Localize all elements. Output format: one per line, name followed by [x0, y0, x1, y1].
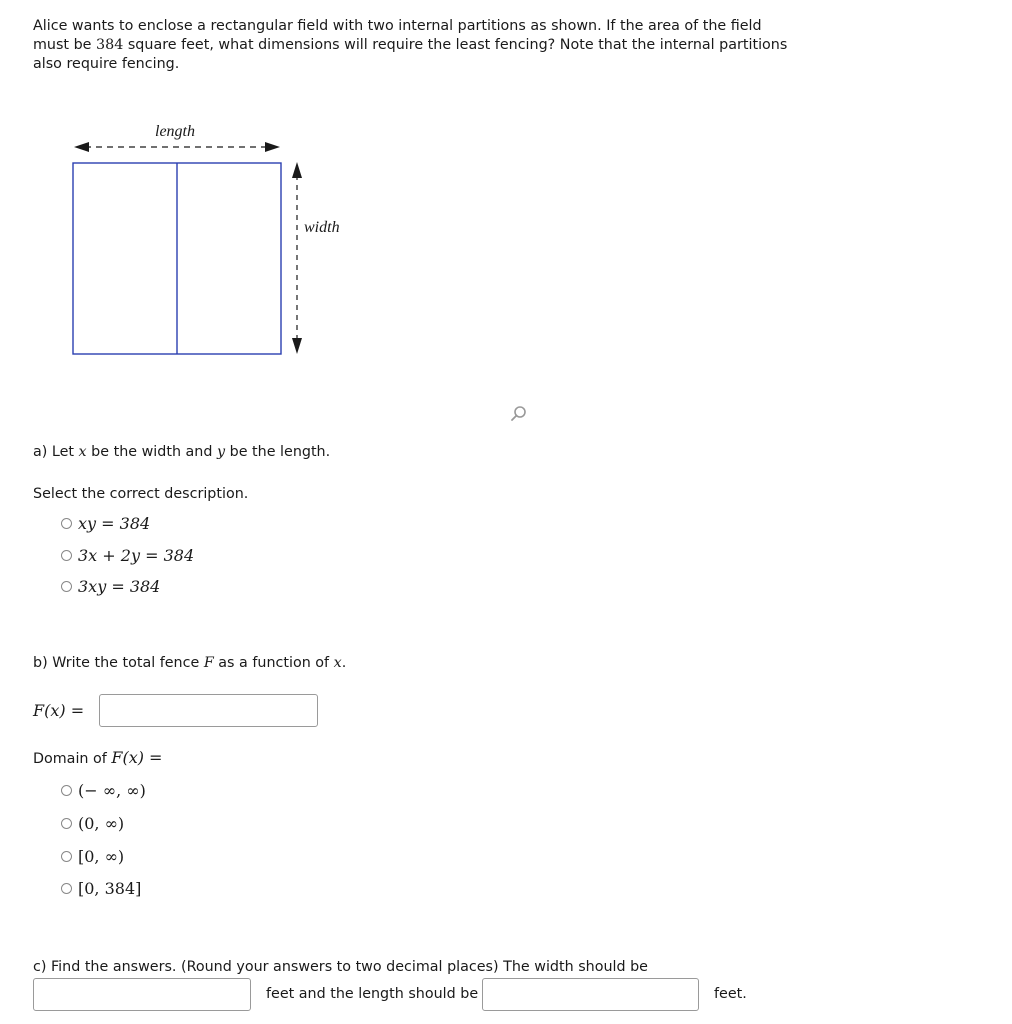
domain-label	[33, 748, 162, 767]
option-a3[interactable]	[61, 577, 160, 596]
part-a-mid: be the width and	[86, 444, 217, 460]
part-b-post: .	[341, 655, 347, 671]
length-arrow-left-icon	[74, 142, 89, 152]
part-a-intro	[33, 444, 330, 460]
part-a-prompt: Select the correct description.	[33, 486, 249, 502]
domain-option-3[interactable]	[61, 847, 124, 866]
part-c-text: c) Find the answers. (Round your answers to two decimal places) The width should be	[33, 959, 648, 975]
domain-option-2-label: (0, ∞)	[78, 814, 125, 833]
problem-line-2-post: square feet, what dimensions will require the least fencing? Note that the internal partitions	[123, 37, 788, 53]
fx-label: F(x) =	[33, 701, 85, 720]
var-x-b: x	[333, 655, 342, 671]
radio-domain-3[interactable]	[61, 851, 72, 862]
radio-domain-1[interactable]	[61, 785, 72, 796]
radio-domain-2[interactable]	[61, 818, 72, 829]
var-F: F	[203, 655, 214, 671]
length-label: length	[155, 123, 195, 140]
width-arrow-down-icon	[292, 338, 302, 354]
search-icon[interactable]	[508, 404, 528, 424]
fx-input[interactable]	[99, 694, 318, 727]
option-a1-label: xy = 384	[78, 514, 151, 533]
width-label: width	[304, 219, 340, 236]
width-answer-input[interactable]	[33, 978, 251, 1011]
domain-pre: Domain of	[33, 751, 112, 767]
part-b-mid: as a function of	[213, 655, 334, 671]
field-diagram	[60, 115, 360, 365]
domain-option-2[interactable]	[61, 814, 124, 833]
option-a2-label: 3x + 2y = 384	[78, 546, 195, 565]
var-x: x	[78, 444, 87, 460]
var-y: y	[217, 444, 226, 460]
problem-statement	[33, 17, 803, 74]
option-a3-label: 3xy = 384	[78, 577, 161, 596]
domain-option-4-label: [0, 384]	[78, 879, 142, 898]
area-value: 384	[96, 37, 124, 53]
problem-line-2	[33, 36, 803, 55]
domain-fx: F(x) =	[111, 748, 163, 767]
domain-option-3-label: [0, ∞)	[78, 847, 125, 866]
part-c-end: feet.	[714, 986, 747, 1002]
option-a1[interactable]	[61, 514, 150, 533]
part-c-mid: feet and the length should be	[266, 986, 479, 1002]
domain-option-1[interactable]	[61, 781, 146, 800]
option-a2[interactable]	[61, 546, 194, 565]
part-a-pre: a) Let	[33, 444, 79, 460]
radio-a1[interactable]	[61, 518, 72, 529]
domain-option-1-label: (− ∞, ∞)	[78, 781, 146, 800]
length-arrow-right-icon	[265, 142, 280, 152]
part-a-post: be the length.	[225, 444, 331, 460]
part-b-pre: b) Write the total fence	[33, 655, 204, 671]
problem-line-3: also require fencing.	[33, 56, 180, 72]
part-b-intro	[33, 655, 346, 671]
domain-option-4[interactable]	[61, 879, 141, 898]
radio-a3[interactable]	[61, 581, 72, 592]
problem-line-2-pre: must be	[33, 37, 97, 53]
radio-a2[interactable]	[61, 550, 72, 561]
radio-domain-4[interactable]	[61, 883, 72, 894]
length-answer-input[interactable]	[482, 978, 699, 1011]
problem-line-1: Alice wants to enclose a rectangular field with two internal partitions as shown. If the area of the field	[33, 18, 762, 34]
